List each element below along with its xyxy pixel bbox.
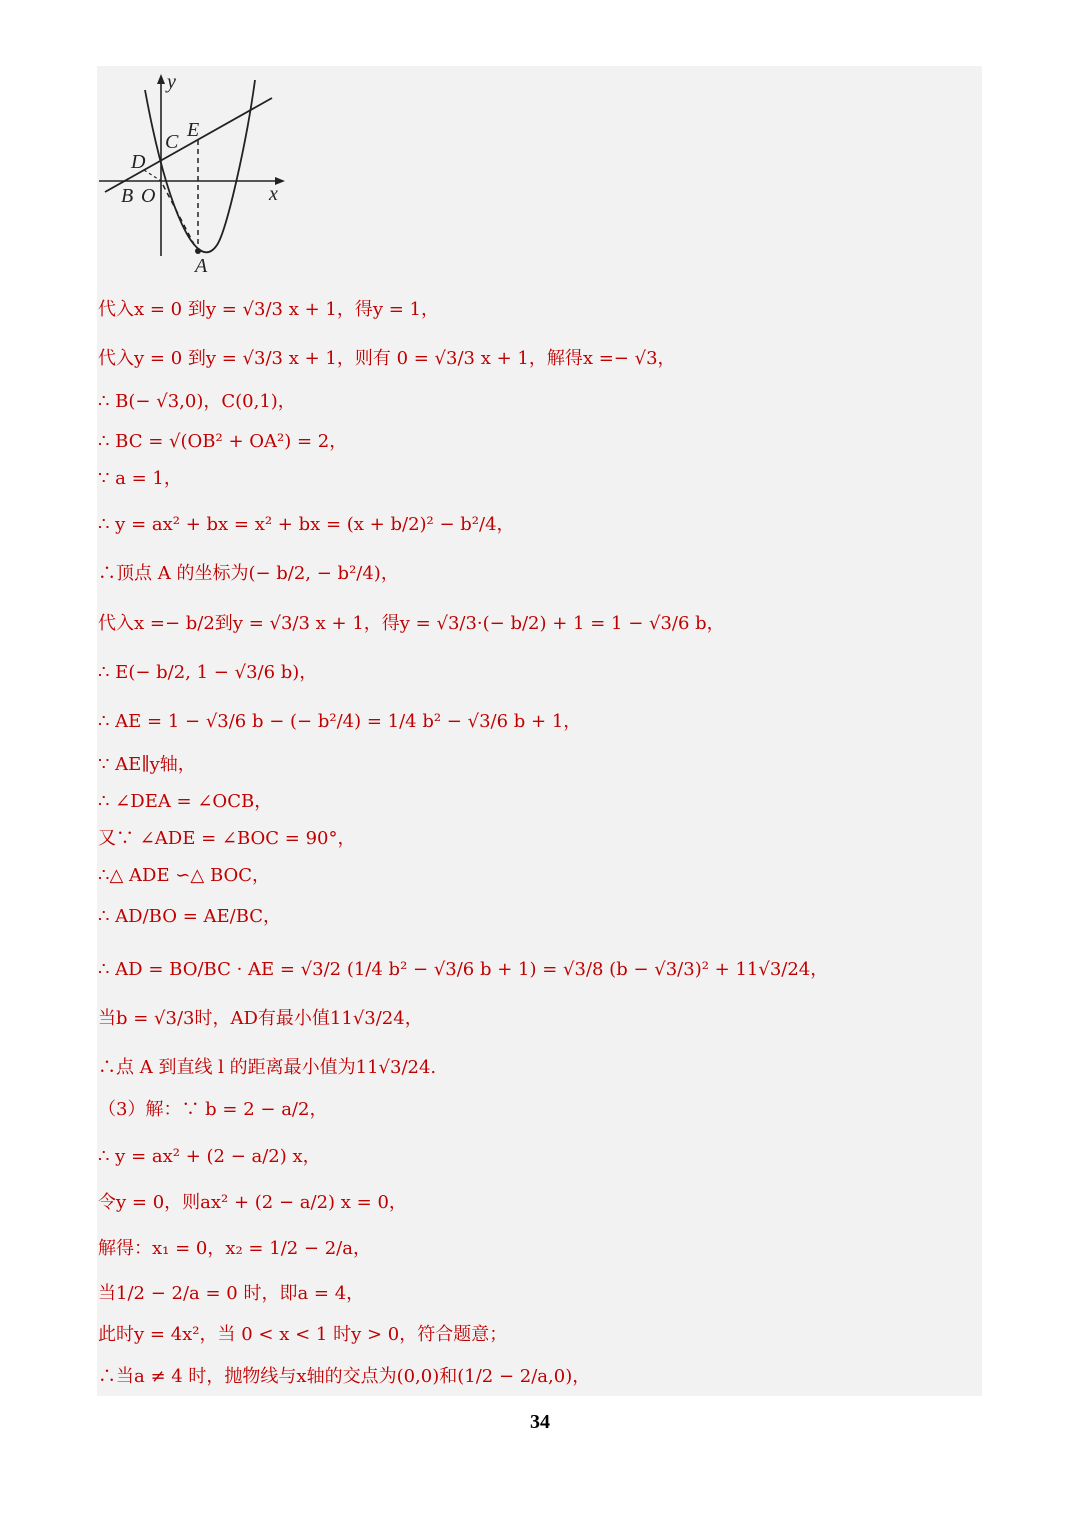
label-y: y <box>167 71 176 93</box>
label-a: A <box>195 255 208 277</box>
solution-line: ∴ AE = 1 − √3/6 b − (− b²/4) = 1/4 b² − √3/6 b + 1， <box>98 711 582 732</box>
solution-line: ∴ ∠DEA = ∠OCB， <box>98 791 273 812</box>
solution-line: ∴ BC = √(OB² + OA²) = 2， <box>98 431 348 452</box>
label-c: C <box>165 131 179 153</box>
point-a <box>195 248 201 254</box>
solution-line: ∴ AD = BO/BC · AE = √3/2 (1/4 b² − √3/6 b + 1) = √3/8 (b − √3/3)² + 11√3/24， <box>98 959 829 980</box>
solution-line: ∵ AE∥y轴， <box>98 754 196 775</box>
solution-line: 当1/2 − 2/a = 0 时，即a = 4， <box>98 1283 365 1304</box>
dashed-od <box>144 170 161 181</box>
solution-line: ∴ AD/BO = AE/BC， <box>98 906 282 927</box>
solution-line: （3）解：∵ b = 2 − a/2， <box>98 1099 328 1120</box>
solution-line: 令y = 0，则ax² + (2 − a/2) x = 0， <box>98 1192 407 1213</box>
line-l <box>105 98 272 192</box>
solution-line: ∵ a = 1， <box>98 468 182 489</box>
y-axis-arrow <box>157 74 165 84</box>
solution-line: ∴点 A 到直线 l 的距离最小值为11√3/24. <box>98 1057 437 1078</box>
solution-line: ∴△ ADE ∽△ BOC， <box>98 865 271 886</box>
label-x: x <box>269 183 278 205</box>
solution-line: ∴ y = ax² + (2 − a/2) x， <box>98 1146 321 1167</box>
label-d: D <box>131 151 146 173</box>
solution-line: 当b = √3/3时，AD有最小值11√3/24， <box>98 1008 423 1029</box>
parabola-diagram <box>97 70 297 280</box>
solution-line: ∴当a ≠ 4 时，抛物线与x轴的交点为(0,0)和(1/2 − 2/a,0)， <box>98 1366 591 1387</box>
solution-line: 代入y = 0 到y = √3/3 x + 1，则有 0 = √3/3 x + 1，解得x =− √3， <box>98 348 676 369</box>
solution-line: ∴顶点 A 的坐标为(− b/2, − b²/4)， <box>98 563 399 584</box>
solution-line: ∴ E(− b/2, 1 − √3/6 b)， <box>98 662 318 683</box>
solution-line: ∴ B(− √3,0)，C(0,1)， <box>98 391 296 412</box>
page-number: 34 <box>530 1411 550 1433</box>
solution-line: 代入x =− b/2到y = √3/3 x + 1，得y = √3/3·(− b/2) + 1 = 1 − √3/6 b， <box>98 613 725 634</box>
solution-line: 代入x = 0 到y = √3/3 x + 1，得y = 1， <box>98 299 439 320</box>
label-b: B <box>121 185 134 207</box>
solution-line: 解得：x₁ = 0，x₂ = 1/2 − 2/a， <box>98 1238 371 1259</box>
solution-line: ∴ y = ax² + bx = x² + bx = (x + b/2)² − b²/4， <box>98 514 515 535</box>
label-o: O <box>141 185 156 207</box>
label-e: E <box>187 119 200 141</box>
solution-line: 又∵ ∠ADE = ∠BOC = 90°， <box>98 828 356 849</box>
solution-line: 此时y = 4x²，当 0 < x < 1 时y > 0，符合题意； <box>98 1324 508 1345</box>
